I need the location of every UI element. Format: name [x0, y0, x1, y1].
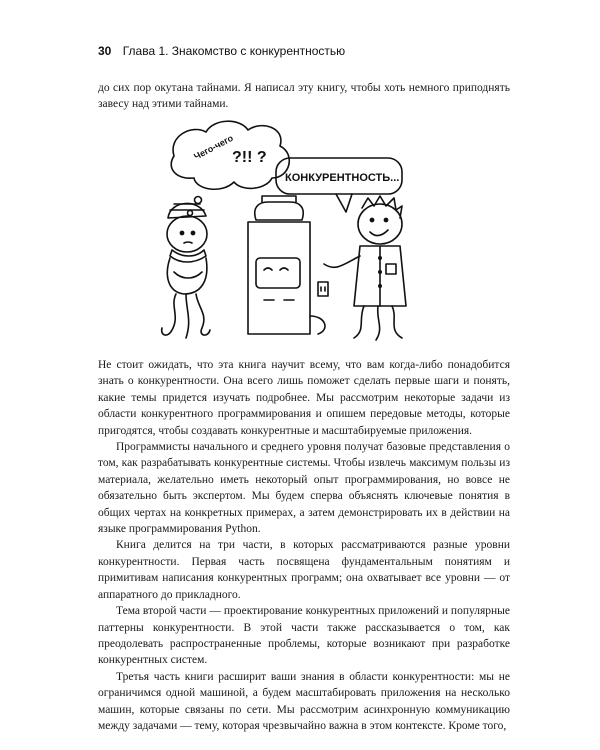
right-character-head: [358, 204, 402, 244]
right-tentacle: [376, 306, 380, 340]
body-text: [98, 357, 510, 734]
right-tentacle: [354, 306, 364, 338]
speech-text: КОНКУРЕНТНОСТЬ...: [285, 172, 400, 184]
wall-socket: [318, 282, 328, 296]
left-tentacle: [196, 294, 210, 335]
body-paragraph: Не стоит ожидать, что эта книга научит всему, что вам когда-либо понадобится знать о конкурентности. Она всего лишь поможет сделать первые шаги и понять, какие темы придется изучать подробнее. Мы рассмотрим некоторые задачи из области конкурентного программирования и опишем передовые методы, которые пригодятся, чтобы создавать конкурентные и масштабируемые приложения.: [98, 359, 510, 437]
body-paragraph: Программисты начального и среднего уровня получат базовые представления о том, как разрабатывать конкурентные системы. Чтобы извлечь максимум пользы из материала, желательно иметь некоторый опыт программирования, но вовсе не обязательно быть экспертом. Мы будем сперва объяснять ключевые понятия в общих чертах на конкретных примерах, а затем демонстрировать их в действии на языке программирования Python.: [98, 441, 510, 536]
thought-symbols: ?!! ?: [232, 149, 267, 166]
chapter-title: Глава 1. Знакомство с конкурентностью: [122, 44, 346, 58]
body-paragraph: Тема второй части — проектирование конкурентных приложений и популярные паттерны конкурентности. В этой части также рассказывается о том, как преодолевать распространенные проблемы, которые возникают при разработке конкурентных систем.: [98, 605, 510, 667]
left-character-head: [167, 216, 207, 252]
running-header: [98, 42, 518, 60]
left-character-body: [167, 258, 207, 294]
left-tentacle: [186, 294, 189, 338]
page-number: 30: [98, 44, 112, 58]
intro-paragraph: до сих пор окутана тайнами. Я написал эту книгу, чтобы хоть немного приподнять завесу над этими тайнами.: [98, 82, 510, 111]
thought-cloud: [171, 121, 289, 189]
intro-text: [98, 80, 510, 113]
body-paragraph: Книга делится на три части, в которых рассматриваются разные уровни конкурентности. Первая часть посвящена фундаментальным понятиям и примитивам написания конкурентных программ; она охватывает все уровни — от аппаратного до прикладного.: [98, 539, 510, 601]
cooler-panel: [256, 258, 300, 288]
cartoon-drawing: [140, 116, 460, 346]
body-paragraph: Третья часть книги расширит ваши знания в области конкурентности: мы не ограничимся одной машиной, а будем масштабировать приложения на несколько машин, которые связаны по сети. Мы рассмотрим асинхронную коммуникацию между задачами — тему, которая чрезвычайно важна в этом контексте. Кроме того,: [98, 670, 510, 732]
right-tentacle: [392, 306, 402, 338]
left-tentacle: [162, 294, 176, 335]
thought-dot: [188, 211, 193, 216]
power-cord: [310, 316, 325, 334]
thought-text: Чего-чего: [192, 132, 235, 162]
cartoon-illustration: [140, 116, 460, 346]
right-arm: [324, 256, 360, 267]
speech-tail: [336, 194, 352, 212]
thought-dot: [195, 197, 202, 204]
water-bottle: [255, 202, 304, 220]
